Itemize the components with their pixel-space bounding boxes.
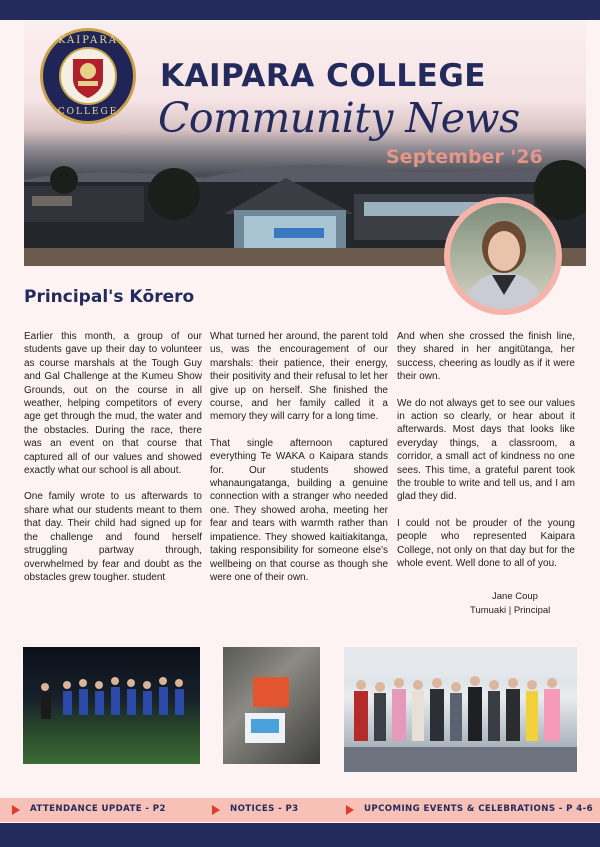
paragraph: I could not be prouder of the young people who represented Kaipara College, not only on that day but for the whole event. Well done to all of you. [397, 517, 575, 570]
crest-bottom-text: COLLEGE [57, 107, 119, 117]
paragraph: And when she crossed the finish line, they shared in her angitūtanga, her success, cheering as loudly as if it were their own. [397, 331, 575, 383]
nav-attendance-update[interactable]: ATTENDANCE UPDATE - P2 [30, 804, 166, 814]
paragraph: What turned her around, the parent told us, was the encouragement of our marshals: their patience, their energy, their positivity and their refusal to let her give up on herself. She finished the course, and her family called it a memory they will carry for a long time. [210, 331, 388, 423]
nav-notices[interactable]: NOTICES - P3 [230, 804, 299, 814]
crest-shield-icon [59, 47, 117, 105]
chevron-right-icon [212, 805, 220, 815]
team-photo [23, 647, 200, 764]
signoff-title: Tumuaki | Principal [470, 604, 551, 616]
top-bar [0, 0, 600, 20]
school-name: KAIPARA COLLEGE [160, 58, 486, 94]
principal-photo [450, 203, 556, 309]
article-column-2 [210, 330, 388, 597]
article-heading: Principal's Kōrero [24, 287, 195, 307]
paragraph: One family wrote to us afterwards to share what our students meant to them that day. Their child had signed up for the challenge and found herself struggling partway through, overwhelmed by fear and doubt as the obstacles grew tougher. student [24, 491, 202, 583]
paragraph: We do not always get to see our values in action so clearly, or hear about it afterwards. Most days that looks like everyday things, a classroom, a corridor, a small act of kindness no one sees. This time, a grateful parent took the trouble to write and tell us, and I am glad they did. [397, 397, 575, 503]
footer-nav [0, 798, 600, 822]
issue-date: September '26 [386, 146, 543, 168]
signoff-name: Jane Coup [492, 591, 538, 602]
paragraph: That single afternoon captured everything Te WAKA o Kaipara stands for. Our students showed whanaungatanga, building a genuine connection with a stranger who needed one. They showed aroha, meeting her fear and tears with warmth rather than impatience. They showed kaitiakitanga, taking responsibility for someone else's wellbeing on that course as though she were one of their own. [210, 437, 388, 583]
newsletter-title: Community News [158, 94, 520, 142]
college-crest [40, 28, 136, 124]
principal-portrait [444, 197, 562, 315]
chevron-right-icon [346, 805, 354, 815]
article-column-1 [24, 330, 202, 597]
chevron-right-icon [12, 805, 20, 815]
article-column-3 [397, 330, 575, 584]
paragraph: Earlier this month, a group of our students gave up their day to volunteer as course marshals at the Tough Guy and Gal Challenge at the Kumeu Show Grounds, out on the course in all weather, helping competitors of every age get through the mud, the water and the obstacles. During the race, there was an event on that course that captured all of our values and showed exactly what our school is all about. [24, 331, 202, 477]
signoff [470, 590, 580, 617]
bottom-bar [0, 823, 600, 847]
dress-up-day-photo [344, 647, 577, 772]
craft-photo [223, 647, 320, 764]
crest-top-text: KAIPARA [57, 35, 119, 46]
nav-upcoming-events[interactable]: UPCOMING EVENTS & CELEBRATIONS - P 4-6 [364, 804, 593, 814]
